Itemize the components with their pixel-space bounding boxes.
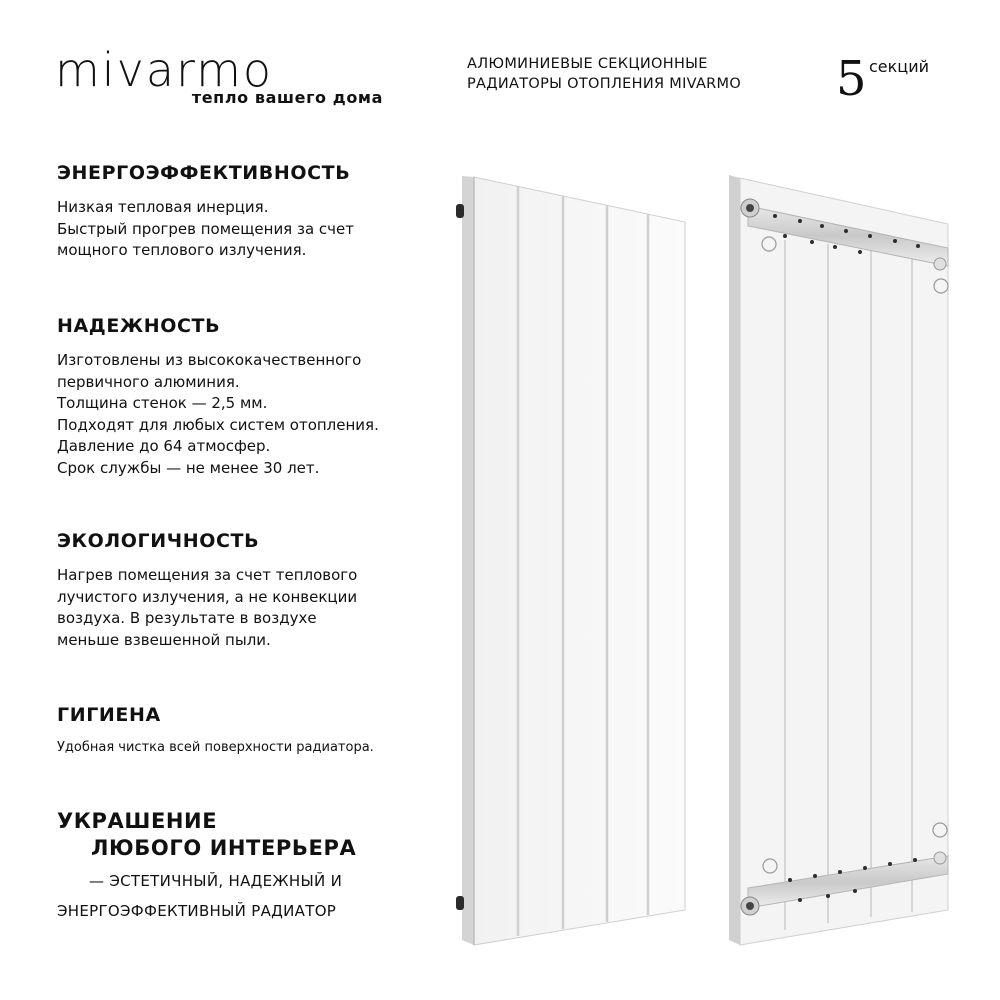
brand-wordmark: mivarmo [55, 43, 274, 97]
feature-text-line: Изготовлены из высококачественного [57, 351, 362, 369]
feature-text-line: Срок службы — не менее 30 лет. [57, 458, 320, 477]
feature-heading: ГИГИЕНА [57, 704, 161, 726]
feature-text-line: Давление до 64 атмосфер. [57, 437, 271, 455]
sections-count-number: 5 [836, 51, 867, 107]
feature-text-line: Удобная чистка всей поверхности радиатора. [57, 740, 374, 755]
feature-text-line: Подходят для любых систем отопления. [57, 415, 379, 434]
decor-heading-line1: УКРАШЕНИЕ [57, 809, 218, 833]
decor-subtitle-line2: ЭНЕРГОЭФФЕКТИВНЫЙ РАДИАТОР [57, 902, 337, 920]
decor-subtitle-line1: — ЭСТЕТИЧНЫЙ, НАДЕЖНЫЙ И [89, 872, 343, 890]
feature-text-line: мощного теплового излучения. [57, 241, 307, 259]
feature-text-line: первичного алюминия. [57, 372, 240, 391]
radiator-front-view [456, 176, 685, 945]
feature-text-line: Низкая тепловая инерция. [57, 198, 269, 216]
product-title-line2: РАДИАТОРЫ ОТОПЛЕНИЯ MIVARMO [467, 76, 742, 92]
feature-text-line: воздуха. В результате в воздухе [57, 609, 317, 627]
brand-tagline: тепло вашего дома [191, 88, 383, 107]
feature-heading: ЭНЕРГОЭФФЕКТИВНОСТЬ [57, 162, 351, 184]
radiator-plug-icon [934, 258, 946, 270]
feature-text-line: Нагрев помещения за счет теплового [57, 566, 358, 584]
radiator-plug-icon [934, 852, 946, 864]
feature-text-line: Быстрый прогрев помещения за счет [57, 219, 354, 238]
feature-heading: ЭКОЛОГИЧНОСТЬ [57, 530, 260, 552]
radiator-plug-icon [741, 199, 759, 217]
decor-heading-line2: ЛЮБОГО ИНТЕРЬЕРА [91, 836, 357, 860]
sections-count-unit: секций [869, 57, 929, 76]
feature-text-line: Толщина стенок — 2,5 мм. [57, 394, 268, 412]
feature-text-line: меньше взвешенной пыли. [57, 630, 271, 649]
feature-heading: НАДЕЖНОСТЬ [57, 315, 221, 337]
radiator-plug-icon [741, 897, 759, 915]
feature-text-line: лучистого излучения, а не конвекции [57, 587, 358, 606]
product-title-line1: АЛЮМИНИЕВЫЕ СЕКЦИОННЫЕ [467, 56, 708, 72]
radiator-rear-view [729, 175, 948, 945]
